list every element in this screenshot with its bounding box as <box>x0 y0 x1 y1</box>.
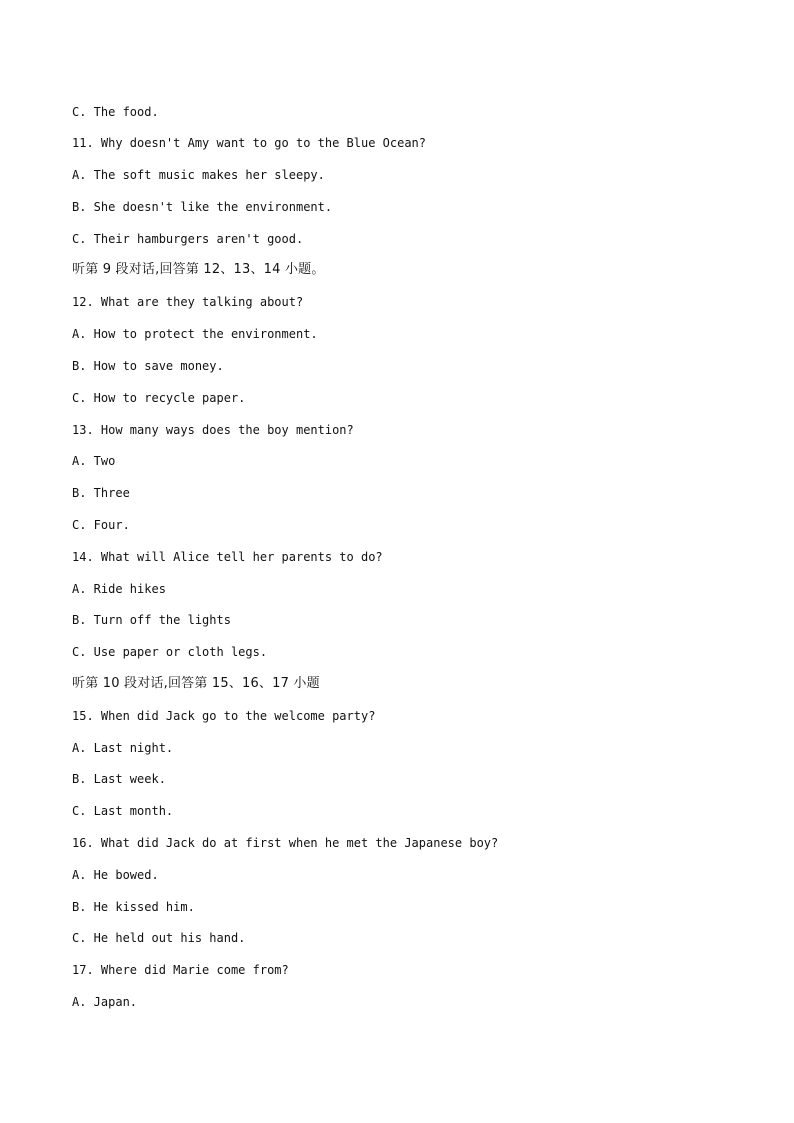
option-16b: B. He kissed him. <box>72 900 195 914</box>
question-12: 12. What are they talking about? <box>72 295 304 309</box>
option-12c: C. How to recycle paper. <box>72 391 246 405</box>
section-instruction-10: 听第 10 段对话,回答第 15、16、17 小题 <box>72 676 320 691</box>
option-12a: A. How to protect the environment. <box>72 327 318 341</box>
question-16: 16. What did Jack do at first when he met the Japanese boy? <box>72 836 499 850</box>
option-16c: C. He held out his hand. <box>72 931 246 945</box>
question-13: 13. How many ways does the boy mention? <box>72 423 354 437</box>
option-15a: A. Last night. <box>72 741 174 755</box>
option-13a: A. Two <box>72 454 116 468</box>
question-17: 17. Where did Marie come from? <box>72 963 289 977</box>
option-14a: A. Ride hikes <box>72 582 166 596</box>
option-14b: B. Turn off the lights <box>72 613 231 627</box>
section-instruction-9: 听第 9 段对话,回答第 12、13、14 小题。 <box>72 262 325 277</box>
option-15c: C. Last month. <box>72 804 174 818</box>
question-15: 15. When did Jack go to the welcome party? <box>72 709 376 723</box>
option-15b: B. Last week. <box>72 772 166 786</box>
question-11: 11. Why doesn't Amy want to go to the Blue Ocean? <box>72 136 427 150</box>
option-11c: C. Their hamburgers aren't good. <box>72 232 304 246</box>
option-14c: C. Use paper or cloth legs. <box>72 645 268 659</box>
option-11b: B. She doesn't like the environment. <box>72 200 333 214</box>
option-12b: B. How to save money. <box>72 359 224 373</box>
question-14: 14. What will Alice tell her parents to do? <box>72 550 383 564</box>
option-10c: C. The food. <box>72 105 159 119</box>
option-13c: C. Four. <box>72 518 130 532</box>
option-13b: B. Three <box>72 486 130 500</box>
option-11a: A. The soft music makes her sleepy. <box>72 168 325 182</box>
option-16a: A. He bowed. <box>72 868 159 882</box>
option-17a: A. Japan. <box>72 995 138 1009</box>
